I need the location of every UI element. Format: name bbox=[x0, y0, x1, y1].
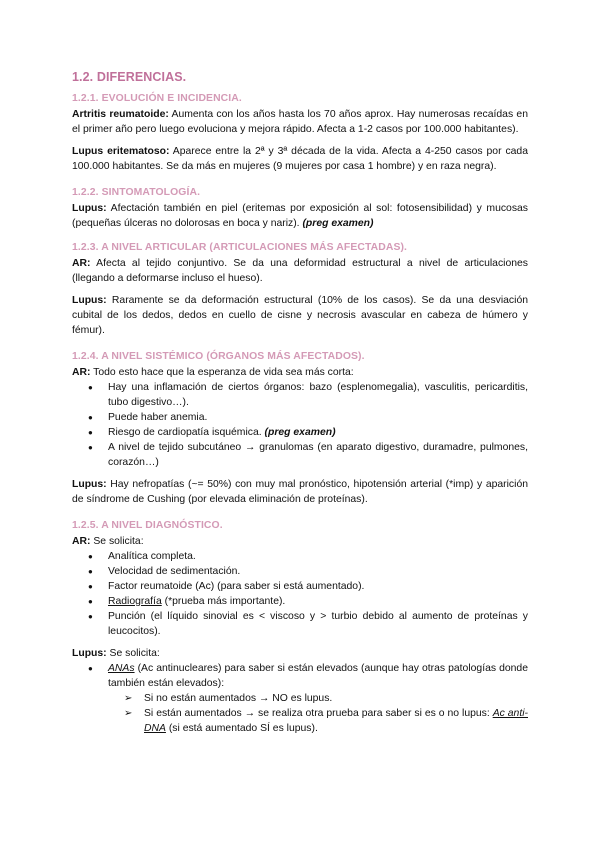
list-item-text: (*prueba más importante). bbox=[161, 596, 286, 607]
label-lupus: Lupus: bbox=[72, 203, 107, 214]
label-lupus: Lupus: bbox=[72, 648, 107, 659]
label-ar: AR: bbox=[72, 258, 91, 269]
label-lupus: Lupus eritematoso: bbox=[72, 146, 170, 157]
label-ar: AR: bbox=[72, 367, 91, 378]
list-item: ● Hay una inflamación de ciertos órganos: bazo (esplenomegalia), vasculitis, pericarditis, tubo digestivo…). bbox=[72, 380, 528, 410]
list-item: ● A nivel de tejido subcutáneo → granulomas (en aparato digestivo, duramadre, pulmones, corazón…) bbox=[72, 440, 528, 470]
sublist-item bbox=[72, 706, 528, 736]
preg-examen-tag: (preg examen) bbox=[302, 218, 374, 229]
heading-evolucion: 1.2.1. EVOLUCIÓN E INCIDENCIA. bbox=[72, 93, 242, 104]
text-lupus-sistemico: Hay nefropatías (~= 50%) con muy mal pronóstico, hipotensión arterial (*imp) y aparición de síndrome de Cushing (por elevada eliminación de proteínas). bbox=[72, 479, 528, 505]
paragraph-lupus-sistemico bbox=[72, 477, 528, 507]
heading-sistemico: 1.2.4. A NIVEL SISTÉMICO (ÓRGANOS MÁS AFECTADOS). bbox=[72, 351, 365, 362]
preg-examen-tag: (preg examen) bbox=[264, 427, 336, 438]
text-ar-diagnostico: Se solicita: bbox=[90, 536, 144, 547]
heading-diagnostico: 1.2.5. A NIVEL DIAGNÓSTICO. bbox=[72, 520, 223, 531]
text-lupus-diagnostico: Se solicita: bbox=[106, 648, 160, 659]
paragraph-lupus-articular bbox=[72, 293, 528, 338]
list-item-text: (Ac antinucleares) para saber si están elevados (aunque hay otras patologías donde también están elevados): bbox=[108, 663, 528, 689]
label-lupus: Lupus: bbox=[72, 479, 107, 490]
text-ar-evolucion: Aumenta con los años hasta los 70 años aprox. Hay numerosas recaídas en el primer año pero luego evoluciona y mejora rápido. Afecta a 1-2 casos por 100.000 habitantes). bbox=[72, 109, 528, 135]
heading-articular: 1.2.3. A NIVEL ARTICULAR (ARTICULACIONES MÁS AFECTADAS). bbox=[72, 242, 408, 253]
list-item bbox=[72, 425, 528, 440]
label-ar: AR: bbox=[72, 536, 91, 547]
paragraph-lupus-diagnostico bbox=[72, 646, 528, 661]
label-lupus: Lupus: bbox=[72, 295, 107, 306]
text-lupus-articular: Raramente se da deformación estructural (10% de los casos). Se da una desviación cubital de los dedos, dedos en cuello de cisne y necrosis avascular en cabeza de húmero y fémur). bbox=[72, 295, 528, 336]
anas-link[interactable]: ANAs bbox=[108, 663, 135, 674]
label-ar: Artritis reumatoide: bbox=[72, 109, 169, 120]
list-item: ● Analítica completa. bbox=[72, 549, 528, 564]
radiografia-link[interactable]: Radiografía bbox=[108, 596, 162, 607]
list-item-text: Riesgo de cardiopatía isquémica. bbox=[108, 427, 265, 438]
anti-dna-link[interactable]: Ac anti-DNA bbox=[144, 708, 528, 734]
sublist-anas bbox=[72, 691, 528, 736]
text-ar-sistemico: Todo esto hace que la esperanza de vida sea más corta: bbox=[90, 367, 354, 378]
sublist-item: ➢ Si no están aumentados → NO es lupus. bbox=[72, 691, 528, 706]
paragraph-lupus-evolucion bbox=[72, 144, 528, 174]
paragraph-ar-sistemico bbox=[72, 365, 528, 380]
paragraph-lupus-sintomas bbox=[72, 201, 528, 231]
section-title: 1.2. DIFERENCIAS. bbox=[72, 70, 187, 84]
list-sistemico bbox=[72, 380, 528, 470]
list-item bbox=[72, 594, 528, 609]
list-item bbox=[72, 661, 528, 691]
text-ar-articular: Afecta al tejido conjuntivo. Se da una deformidad estructural a nivel de articulaciones (llegando a deformarse incluso el hueso). bbox=[72, 258, 528, 284]
list-item: ● Punción (el líquido sinovial es < viscoso y > turbio debido al aumento de proteínas y leucocitos). bbox=[72, 609, 528, 639]
text-lupus-sintomas: Afectación también en piel (eritemas por exposición al sol: fotosensibilidad) y mucosas (pequeñas úlceras no dolorosas en boca y nariz). bbox=[72, 203, 528, 229]
heading-sintomatologia: 1.2.2. SINTOMATOLOGÍA. bbox=[72, 187, 201, 198]
list-diagnostico-lupus bbox=[72, 661, 528, 691]
paragraph-ar-diagnostico bbox=[72, 534, 528, 549]
document-content bbox=[72, 70, 528, 736]
sublist-item-end: (si está aumentado SÍ es lupus). bbox=[165, 723, 318, 734]
paragraph-ar-articular bbox=[72, 256, 528, 286]
paragraph-ar-evolucion bbox=[72, 107, 528, 137]
list-item: ● Factor reumatoide (Ac) (para saber si está aumentado). bbox=[72, 579, 528, 594]
text-lupus-evolucion: Aparece entre la 2ª y 3ª década de la vida. Afecta a 4-250 casos por cada 100.000 habitantes. Se da más en mujeres (9 mujeres por casa 1 hombre) y en raza negra). bbox=[72, 146, 528, 172]
list-item: ● Velocidad de sedimentación. bbox=[72, 564, 528, 579]
list-item: ● Puede haber anemia. bbox=[72, 410, 528, 425]
list-diagnostico-ar bbox=[72, 549, 528, 639]
sublist-item-text: Si están aumentados → se realiza otra prueba para saber si es o no lupus: bbox=[144, 708, 493, 719]
